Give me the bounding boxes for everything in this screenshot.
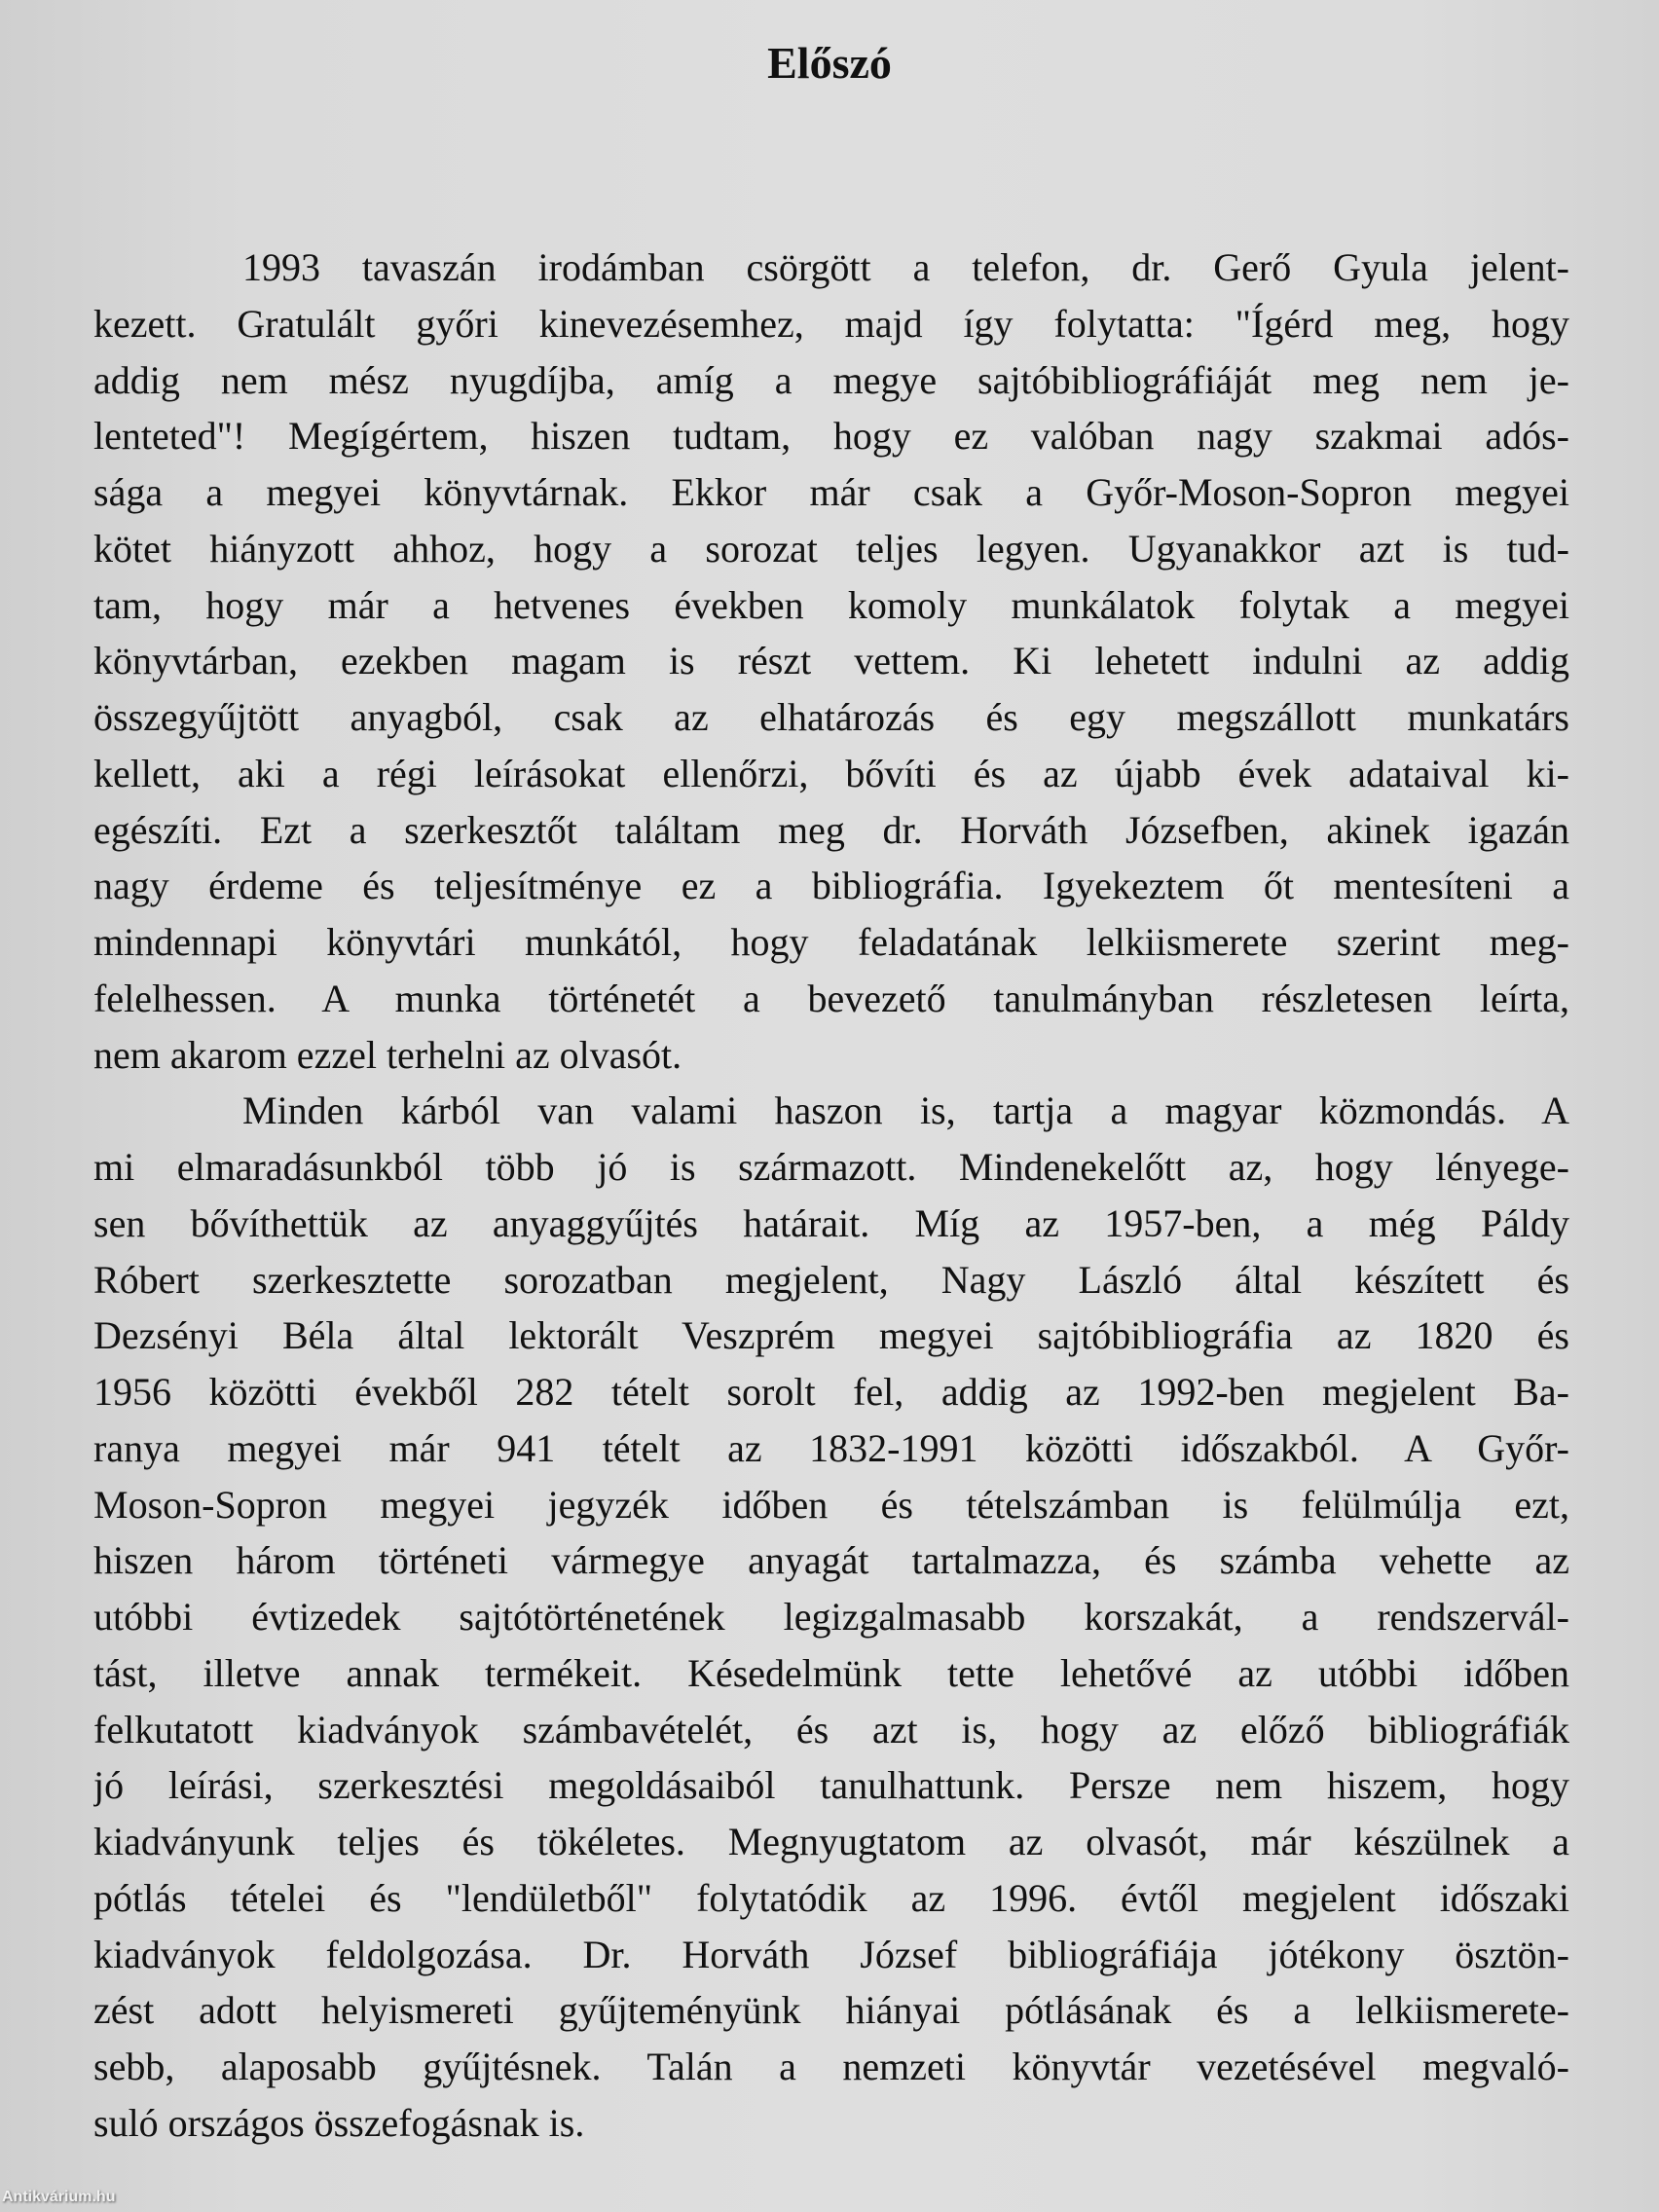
text-line: mi elmaradásunkból több jó is származott. Mindenekelőtt az, hogy lényege- xyxy=(93,1145,1569,1189)
text-line: hiszen három történeti vármegye anyagát tartalmazza, és számba vehette az xyxy=(93,1538,1569,1583)
text-line: kiadványok feldolgozása. Dr. Horváth József bibliográfiája jótékony ösztön- xyxy=(93,1932,1569,1976)
text-line: Minden kárból van valami haszon is, tartja a magyar közmondás. A xyxy=(242,1088,1569,1133)
text-line: utóbbi évtizedek sajtótörténetének legizgalmasabb korszakát, a rendszervál- xyxy=(93,1595,1569,1639)
text-line: mindennapi könyvtári munkától, hogy feladatának lelkiismerete szerint meg- xyxy=(93,920,1569,964)
text-line: addig nem mész nyugdíjba, amíg a megye sajtóbibliográfiáját meg nem je- xyxy=(93,357,1569,402)
text-line: sága a megyei könyvtárnak. Ekkor már csak a Győr-Moson-Sopron megyei xyxy=(93,470,1569,514)
text-line: Róbert szerkesztette sorozatban megjelent, Nagy László által készített és xyxy=(93,1257,1569,1302)
text-line: Moson-Sopron megyei jegyzék időben és tételszámban is felülmúlja ezt, xyxy=(93,1482,1569,1527)
text-line: kezett. Gratulált győri kinevezésemhez, majd így folytatta: "Ígérd meg, hogy xyxy=(93,301,1569,346)
text-line: Dezsényi Béla által lektorált Veszprém megyei sajtóbibliográfia az 1820 és xyxy=(93,1313,1569,1358)
text-line: sen bővíthettük az anyaggyűjtés határait. Míg az 1957-ben, a még Páldy xyxy=(93,1200,1569,1245)
text-line: nagy érdeme és teljesítménye ez a bibliográfia. Igyekeztem őt mentesíteni a xyxy=(93,864,1569,908)
paragraph xyxy=(93,240,1569,1083)
text-line: suló országos összefogásnak is. xyxy=(93,2100,585,2145)
text-line: sebb, alaposabb gyűjtésnek. Talán a nemzeti könyvtár vezetésével megvaló- xyxy=(93,2045,1569,2088)
text-line: pótlás tételei és "lendületből" folytatódik az 1996. évtől megjelent időszaki xyxy=(93,1875,1569,1920)
text-line: 1956 közötti évekből 282 tételt sorolt fel, addig az 1992-ben megjelent Ba- xyxy=(93,1370,1569,1414)
text-line: kötet hiányzott ahhoz, hogy a sorozat teljes legyen. Ugyanakkor azt is tud- xyxy=(93,526,1569,571)
text-line: kiadványunk teljes és tökéletes. Megnyugtatom az olvasót, már készülnek a xyxy=(93,1820,1569,1863)
watermark: Antikvárium.hu xyxy=(2,2189,116,2205)
paragraph xyxy=(93,1083,1569,2151)
text-line: egészíti. Ezt a szerkesztőt találtam meg dr. Horváth Józsefben, akinek igazán xyxy=(93,807,1569,852)
text-line: lenteted"! Megígértem, hiszen tudtam, hogy ez valóban nagy szakmai adós- xyxy=(93,414,1569,459)
text-line: felkutatott kiadványok számbavételét, és azt is, hogy az előző bibliográfiák xyxy=(93,1707,1569,1751)
text-line: jó leírási, szerkesztési megoldásaiból tanulhattunk. Persze nem hiszem, hogy xyxy=(93,1763,1569,1808)
text-line: tam, hogy már a hetvenes években komoly munkálatok folytak a megyei xyxy=(93,582,1569,627)
body-text xyxy=(93,240,1569,2152)
text-line: tást, illetve annak termékeit. Késedelmünk tette lehetővé az utóbbi időben xyxy=(93,1650,1569,1695)
text-line: kellett, aki a régi leírásokat ellenőrzi, bővíti és az újabb évek adataival ki- xyxy=(93,751,1569,795)
text-line: összegyűjtött anyagból, csak az elhatározás és egy megszállott munkatárs xyxy=(93,695,1569,739)
text-line: könyvtárban, ezekben magam is részt vettem. Ki lehetett indulni az addig xyxy=(93,639,1569,683)
text-line: zést adott helyismereti gyűjteményünk hiányai pótlásának és a lelkiismerete- xyxy=(93,1988,1569,2033)
text-line: nem akarom ezzel terhelni az olvasót. xyxy=(93,1032,682,1077)
text-line: 1993 tavaszán irodámban csörgött a telefon, dr. Gerő Gyula jelent- xyxy=(242,245,1569,289)
page-title: Előszó xyxy=(767,38,892,88)
text-line: felelhessen. A munka történetét a bevezető tanulmányban részletesen leírta, xyxy=(93,976,1569,1020)
text-line: ranya megyei már 941 tételt az 1832-1991 közötti időszakból. A Győr- xyxy=(93,1425,1569,1470)
